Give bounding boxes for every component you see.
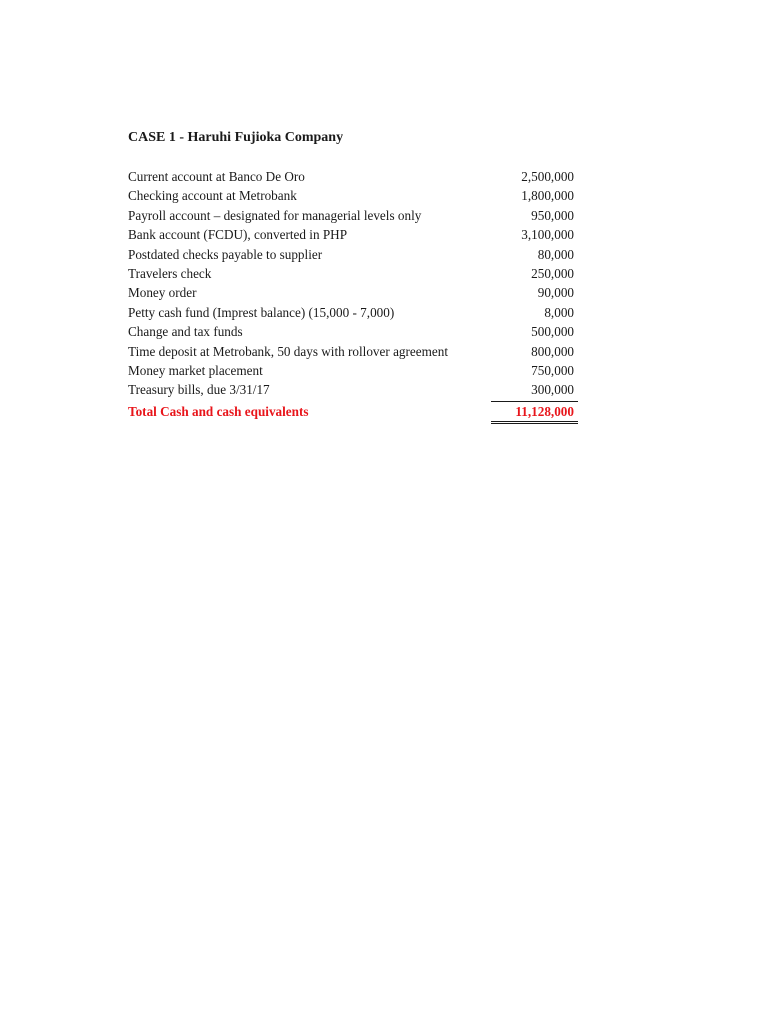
item-label: Current account at Banco De Oro — [128, 169, 305, 184]
list-item — [128, 167, 578, 186]
item-label: Time deposit at Metrobank, 50 days with rollover agreement — [128, 343, 448, 359]
total-amount: 11,128,000 — [491, 401, 578, 421]
item-label: Postdated checks payable to supplier — [128, 246, 323, 262]
page-title: CASE 1 - Haruhi Fujioka Company — [128, 130, 344, 145]
item-label: Travelers check — [128, 265, 212, 281]
item-amount: 90,000 — [537, 285, 574, 301]
item-label: Payroll account – designated for managerial levels only — [128, 207, 422, 223]
item-label: Change and tax funds — [128, 324, 243, 340]
item-amount: 750,000 — [531, 362, 574, 378]
list-item — [128, 283, 578, 302]
list-item — [128, 186, 578, 205]
item-amount: 8,000 — [544, 304, 574, 320]
total-label: Total Cash and cash equivalents — [128, 403, 309, 419]
list-item — [128, 303, 578, 322]
item-amount: 250,000 — [531, 265, 574, 281]
item-label: Bank account (FCDU), converted in PHP — [128, 227, 348, 243]
item-amount: 950,000 — [531, 207, 574, 223]
item-label: Treasury bills, due 3/31/17 — [128, 382, 270, 398]
item-label: Money order — [128, 285, 197, 301]
list-item — [128, 342, 578, 361]
item-amount: 3,100,000 — [521, 227, 574, 243]
cash-items-list — [128, 167, 578, 421]
list-item — [128, 225, 578, 244]
item-amount: 300,000 — [531, 382, 574, 398]
item-label: Money market placement — [128, 362, 263, 378]
item-amount: 2,500,000 — [521, 169, 574, 184]
list-item — [128, 245, 578, 264]
item-amount: 1,800,000 — [521, 188, 574, 204]
list-item — [128, 380, 578, 399]
item-amount: 80,000 — [537, 246, 574, 262]
list-item — [128, 361, 578, 380]
item-amount: 800,000 — [531, 343, 574, 359]
item-label: Checking account at Metrobank — [128, 188, 297, 204]
item-label: Petty cash fund (Imprest balance) (15,000 - 7,000) — [128, 304, 395, 320]
total-row — [128, 402, 578, 421]
list-item — [128, 206, 578, 225]
item-amount: 500,000 — [531, 324, 574, 340]
list-item — [128, 264, 578, 283]
list-item — [128, 322, 578, 341]
